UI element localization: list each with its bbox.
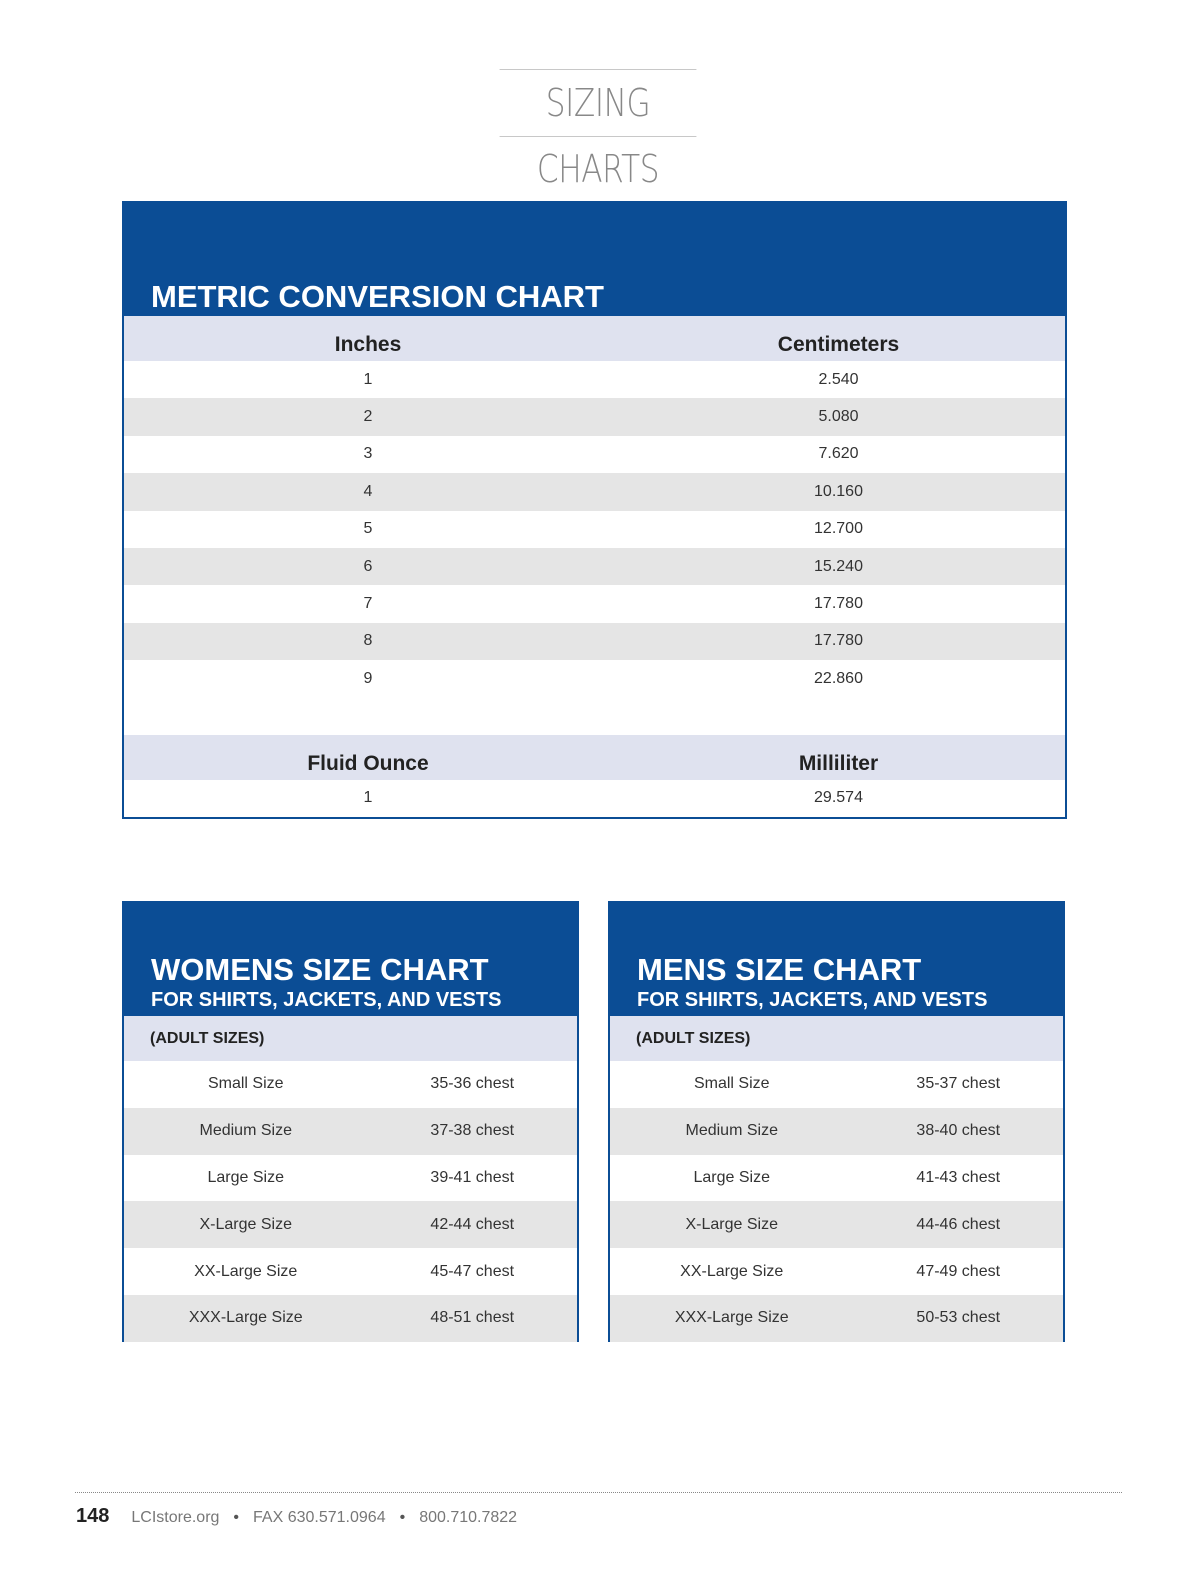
footer bbox=[76, 1505, 517, 1531]
mens-size-chart bbox=[608, 901, 1065, 1342]
chest-measurement: 38-40 chest bbox=[916, 1122, 1001, 1140]
metric-conversion-chart bbox=[122, 201, 1067, 819]
table-row bbox=[124, 548, 1065, 585]
womens-chart-header bbox=[124, 903, 577, 1016]
table-row bbox=[124, 511, 1065, 548]
size-name: Small Size bbox=[207, 1075, 284, 1093]
womens-size-chart bbox=[122, 901, 579, 1342]
metric-chart-title: METRIC CONVERSION CHART bbox=[151, 279, 604, 314]
size-name: XXX-Large Size bbox=[674, 1309, 789, 1327]
table-row bbox=[610, 1061, 1063, 1108]
mens-chart-title: MENS SIZE CHART bbox=[637, 952, 922, 987]
length-rows bbox=[124, 361, 1065, 698]
length-header-row bbox=[124, 316, 1065, 361]
table-row bbox=[124, 436, 1065, 473]
inches-value: 2 bbox=[363, 408, 373, 426]
inches-value: 3 bbox=[363, 445, 373, 463]
table-row bbox=[124, 1108, 577, 1155]
mens-group-label: (ADULT SIZES) bbox=[610, 1016, 1063, 1061]
centimeters-value: 7.620 bbox=[818, 445, 859, 463]
table-row bbox=[124, 398, 1065, 435]
footer-divider bbox=[75, 1492, 1122, 1493]
centimeters-value: 10.160 bbox=[814, 482, 863, 500]
chest-measurement: 42-44 chest bbox=[430, 1215, 515, 1233]
womens-chart-title: WOMENS SIZE CHART bbox=[151, 952, 489, 987]
womens-chart-subtitle: FOR SHIRTS, JACKETS, AND VESTS bbox=[151, 989, 502, 1011]
metric-chart-header bbox=[124, 203, 1065, 316]
page-title: SIZING CHARTS bbox=[500, 69, 697, 137]
womens-group-label: (ADULT SIZES) bbox=[124, 1016, 577, 1061]
size-name: Small Size bbox=[693, 1075, 770, 1093]
footer-separator: • bbox=[399, 1509, 406, 1526]
website-link[interactable]: LCIstore.org bbox=[131, 1509, 220, 1526]
inches-value: 6 bbox=[363, 557, 373, 575]
centimeters-column-header: Centimeters bbox=[777, 333, 900, 356]
mens-chart-subtitle: FOR SHIRTS, JACKETS, AND VESTS bbox=[637, 989, 988, 1011]
inches-value: 9 bbox=[363, 669, 373, 687]
inches-value: 1 bbox=[363, 370, 373, 388]
fluid-ounce-value: 1 bbox=[363, 789, 373, 807]
table-row bbox=[610, 1295, 1063, 1342]
table-spacer bbox=[124, 698, 1065, 735]
inches-value: 8 bbox=[363, 632, 373, 650]
size-name: Medium Size bbox=[199, 1122, 292, 1140]
centimeters-value: 17.780 bbox=[814, 595, 863, 613]
size-name: X-Large Size bbox=[199, 1215, 292, 1233]
centimeters-value: 12.700 bbox=[814, 520, 863, 538]
mens-rows bbox=[610, 1061, 1063, 1342]
size-name: Medium Size bbox=[685, 1122, 778, 1140]
table-row bbox=[124, 780, 1065, 817]
centimeters-value: 2.540 bbox=[818, 370, 859, 388]
size-name: XX-Large Size bbox=[680, 1262, 784, 1280]
table-row bbox=[124, 1155, 577, 1202]
inches-value: 5 bbox=[363, 520, 373, 538]
chest-measurement: 45-47 chest bbox=[430, 1262, 515, 1280]
chest-measurement: 35-37 chest bbox=[916, 1075, 1001, 1093]
chest-measurement: 37-38 chest bbox=[430, 1122, 515, 1140]
chest-measurement: 35-36 chest bbox=[430, 1075, 515, 1093]
table-row bbox=[124, 585, 1065, 622]
centimeters-value: 22.860 bbox=[814, 669, 863, 687]
footer-separator: • bbox=[233, 1509, 240, 1526]
phone-number[interactable]: 800.710.7822 bbox=[419, 1509, 518, 1526]
centimeters-value: 15.240 bbox=[814, 557, 863, 575]
inches-value: 4 bbox=[363, 482, 373, 500]
size-name: XX-Large Size bbox=[194, 1262, 298, 1280]
chest-measurement: 41-43 chest bbox=[916, 1168, 1001, 1186]
table-row bbox=[124, 1061, 577, 1108]
centimeters-value: 17.780 bbox=[814, 632, 863, 650]
chest-measurement: 44-46 chest bbox=[916, 1215, 1001, 1233]
size-name: X-Large Size bbox=[685, 1215, 778, 1233]
page-number: 148 bbox=[76, 1505, 110, 1527]
size-name: Large Size bbox=[693, 1168, 770, 1186]
table-row bbox=[610, 1108, 1063, 1155]
milliliter-column-header: Milliliter bbox=[798, 751, 879, 775]
table-row bbox=[124, 1295, 577, 1342]
mens-chart-header bbox=[610, 903, 1063, 1016]
chest-measurement: 50-53 chest bbox=[916, 1309, 1001, 1327]
table-row bbox=[610, 1201, 1063, 1248]
table-row bbox=[610, 1248, 1063, 1295]
inches-value: 7 bbox=[363, 595, 373, 613]
table-row bbox=[124, 1248, 577, 1295]
milliliter-value: 29.574 bbox=[814, 789, 863, 807]
inches-column-header: Inches bbox=[334, 333, 402, 356]
table-row bbox=[124, 660, 1065, 697]
table-row bbox=[124, 623, 1065, 660]
fluid-ounce-column-header: Fluid Ounce bbox=[307, 751, 429, 775]
chest-measurement: 47-49 chest bbox=[916, 1262, 1001, 1280]
volume-header-row bbox=[124, 735, 1065, 780]
chest-measurement: 48-51 chest bbox=[430, 1309, 515, 1327]
chest-measurement: 39-41 chest bbox=[430, 1168, 515, 1186]
table-row bbox=[124, 361, 1065, 398]
table-row bbox=[610, 1155, 1063, 1202]
size-name: Large Size bbox=[207, 1168, 284, 1186]
volume-rows bbox=[124, 780, 1065, 817]
fax-number: FAX 630.571.0964 bbox=[253, 1509, 386, 1526]
size-name: XXX-Large Size bbox=[188, 1309, 303, 1327]
table-row bbox=[124, 473, 1065, 510]
table-row bbox=[124, 1201, 577, 1248]
womens-rows bbox=[124, 1061, 577, 1342]
centimeters-value: 5.080 bbox=[818, 408, 859, 426]
